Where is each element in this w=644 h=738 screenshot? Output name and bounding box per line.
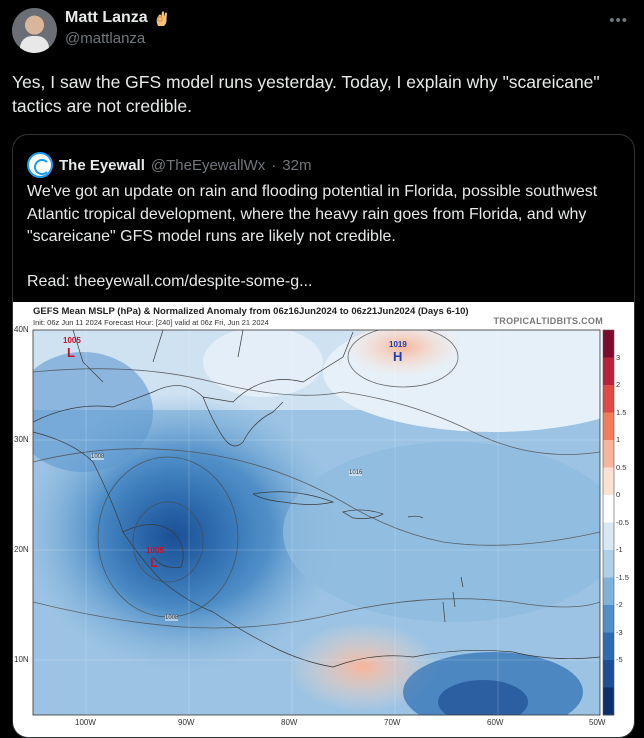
colorbar-segment [603, 523, 614, 551]
lat-label: 10N [14, 655, 29, 664]
lat-label: 30N [14, 435, 29, 444]
colorbar-label: 1 [616, 435, 621, 444]
lat-label: 20N [14, 545, 29, 554]
header-separator: · [271, 156, 277, 174]
isobar-label: 1008 [91, 454, 105, 460]
quoted-tweet-text: We've got an update on rain and flooding potential in Florida, possible southwest Atlantic tropical development, where the heavy rain goes from Florida, and why "scareicane" GFS model runs are likely not credible. Read: theeyewall.com/despite-some-g... [27, 183, 598, 290]
colorbar-segment [603, 605, 614, 633]
author-name-row[interactable] [65, 9, 170, 27]
colorbar-label: -1.5 [616, 572, 629, 582]
pressure-center-value: 1005 [146, 546, 164, 555]
map-site-credit: TROPICALTIDBITS.COM [493, 316, 603, 326]
pressure-center-letter: L [150, 555, 158, 570]
colorbar-segment [603, 413, 614, 441]
lon-label: 80W [281, 718, 298, 727]
colorbar-label: 1.5 [616, 407, 627, 417]
colorbar-segment [603, 633, 614, 661]
pressure-center-value: 1019 [389, 340, 407, 349]
quoted-timestamp[interactable]: 32m [282, 156, 312, 174]
quoted-tweet[interactable] [12, 134, 635, 738]
colorbar-label: 2 [616, 380, 621, 389]
colorbar-label: -0.5 [616, 517, 629, 527]
colorbar-label: -1 [616, 545, 623, 554]
map-subtitle: Init: 06z Jun 11 2024 Forecast Hour: [240] valid at 06z Fri, Jun 21 2024 [33, 318, 269, 327]
quoted-author-name[interactable]: The Eyewall [59, 156, 145, 174]
lon-label: 50W [589, 718, 606, 727]
tweet-text: Yes, I saw the GFS model runs yesterday. Today, I explain why "scareicane" tactics are not credible. [12, 72, 600, 116]
pressure-center-letter: L [67, 345, 75, 360]
colorbar-segment [603, 440, 614, 468]
colorbar [603, 330, 614, 716]
lon-label: 70W [384, 718, 401, 727]
colorbar-segment [603, 330, 614, 358]
colorbar-segment [603, 688, 614, 716]
colorbar-label: -5 [616, 655, 623, 664]
isobar-label: 1016 [349, 470, 363, 476]
colorbar-label: -3 [616, 627, 623, 637]
map-title: GEFS Mean MSLP (hPa) & Normalized Anomaly from 06z16Jun2024 to 06z21Jun2024 (Days 6-10) [33, 306, 469, 317]
pressure-center-value: 1005 [63, 336, 81, 345]
colorbar-segment [603, 495, 614, 523]
ok-hand-icon [154, 9, 170, 27]
lon-label: 100W [75, 718, 96, 727]
quoted-author-handle[interactable]: @TheEyewallWx [150, 156, 266, 174]
author-handle[interactable]: @mattlanza [65, 30, 146, 47]
colorbar-label: 0 [616, 490, 621, 499]
forecast-map-image[interactable] [13, 302, 635, 738]
colorbar-segment [603, 468, 614, 496]
colorbar-segment [603, 358, 614, 386]
lon-label: 90W [178, 718, 195, 727]
isobar-label: 1008 [165, 615, 179, 621]
author-name[interactable]: Matt Lanza [65, 9, 148, 26]
colorbar-label: 3 [616, 352, 621, 362]
map-graphic [13, 302, 635, 738]
colorbar-segment [603, 660, 614, 688]
quoted-tweet-header [27, 152, 311, 178]
lon-label: 60W [487, 718, 504, 727]
lat-label: 40N [14, 325, 29, 334]
eyewall-logo-icon[interactable] [27, 152, 53, 178]
colorbar-segment [603, 578, 614, 606]
colorbar-label: -2 [616, 600, 623, 609]
more-options-icon[interactable]: ••• [609, 12, 628, 29]
colorbar-segment [603, 385, 614, 413]
avatar[interactable] [12, 8, 57, 53]
tweet-author [65, 9, 170, 47]
colorbar-label: 0.5 [616, 462, 627, 472]
pressure-center-letter: H [393, 349, 403, 364]
colorbar-segment [603, 550, 614, 578]
